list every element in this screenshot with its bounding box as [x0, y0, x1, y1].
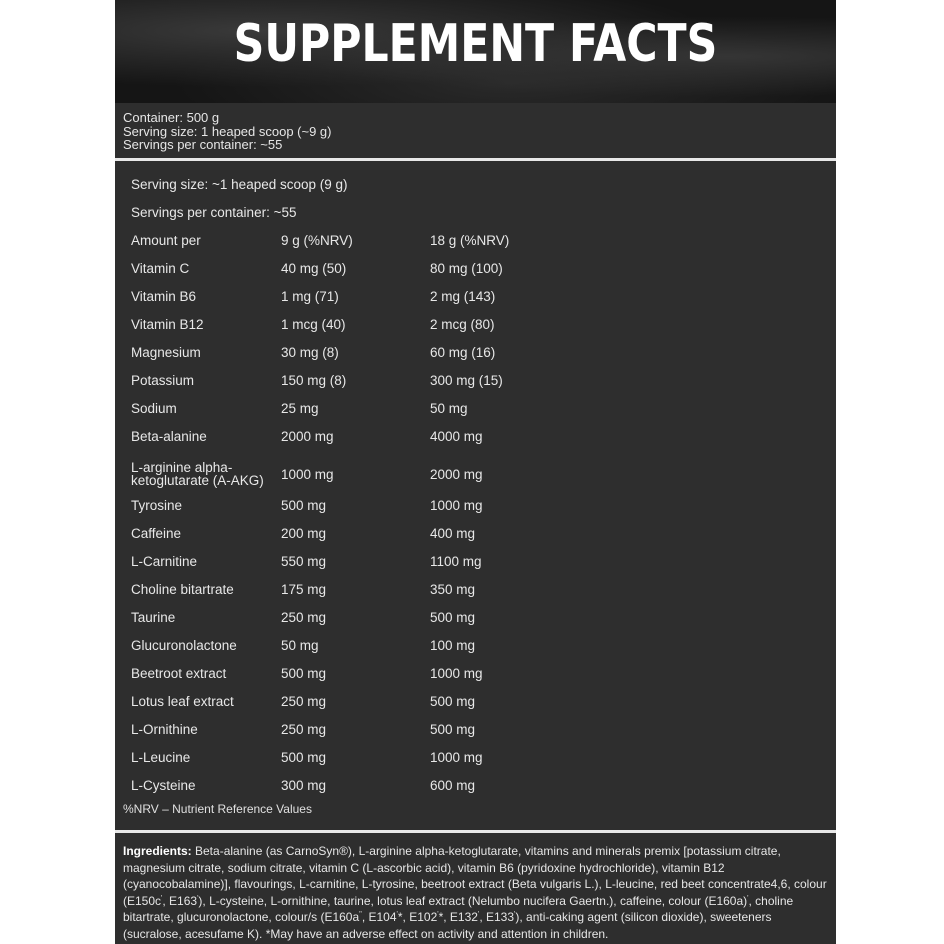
amount-18g: 100 mg [430, 638, 476, 653]
nutrient-name: L-Carnitine [131, 554, 198, 569]
amount-9g: 500 mg [281, 666, 327, 681]
table-row [131, 582, 731, 610]
amount-18g: 1100 mg [430, 554, 482, 569]
servings-line: Servings per container: ~55 [131, 205, 297, 220]
ingredients-text: Ingredients: Beta-alanine (as CarnoSyn®), L-arginine alpha-ketoglutarate, vitamins and minerals premix [potassium citrate, magnesium citrate, sodium citrate, vitamin C (L-ascorbic acid), vitamin B6 (pyridoxine hydrochloride), vitamin B12 (cyanocobalamine)], flavourings, L-carnitine, L-tyrosine, beetroot extract (Beta vulgaris L.), L-leucine, red beet concentrate4,6, colour (E150c', E163'), L-cysteine, L-ornithine, taurine, lotus leaf extract (Nelumbo nucifera Gaertn.), caffeine, colour (E160a)', choline bitartrate, glucuronolactone, colour/s (E160a'', E104'*, E102'*, E132', E133'), anti-caking agent (silicon dioxide), sweeteners (sucralose, acesufame K). *May have an adverse effect on activity and attention in children. [123, 844, 827, 941]
table-row [131, 261, 731, 289]
table-row [131, 317, 731, 345]
header-col-18g: 18 g (%NRV) [430, 233, 510, 248]
nutrient-name: L-Cysteine [131, 778, 196, 793]
table-row [131, 373, 731, 401]
amount-18g: 1000 mg [430, 666, 483, 681]
amount-9g: 1 mcg (40) [281, 317, 346, 332]
nutrient-name: Magnesium [131, 345, 201, 360]
nutrient-name: Potassium [131, 373, 195, 388]
table-row [131, 498, 731, 526]
nutrient-name: Choline bitartrate [131, 582, 234, 597]
amount-9g: 550 mg [281, 554, 327, 569]
section-divider [115, 830, 836, 833]
amount-9g: 175 mg [281, 582, 327, 597]
nrv-footnote: %NRV – Nutrient Reference Values [123, 802, 312, 816]
nutrient-name: L-Ornithine [131, 722, 198, 737]
table-row [131, 638, 731, 666]
amount-9g: 250 mg [281, 722, 327, 737]
amount-9g: 2000 mg [281, 429, 334, 444]
table-row [131, 694, 731, 722]
servings-summary: Servings per container: ~55 [123, 137, 283, 152]
amount-9g: 200 mg [281, 526, 327, 541]
amount-18g: 2 mcg (80) [430, 317, 495, 332]
container-size: Container: 500 g [123, 110, 220, 125]
nutrient-name: Sodium [131, 401, 177, 416]
nutrient-name: Vitamin C [131, 261, 190, 276]
nutrient-name: L-Leucine [131, 750, 191, 765]
table-row [131, 610, 731, 638]
amount-18g: 1000 mg [430, 498, 483, 513]
nutrient-name: Beetroot extract [131, 666, 227, 681]
amount-9g: 500 mg [281, 498, 327, 513]
table-row [131, 289, 731, 317]
nutrient-name: L-arginine alpha-ketoglutarate (A-AKG) [131, 460, 264, 488]
nutrient-name: Tyrosine [131, 498, 183, 513]
section-divider [115, 158, 836, 161]
amount-9g: 25 mg [281, 401, 319, 416]
page-title: SUPPLEMENT FACTS [233, 14, 718, 74]
amount-18g: 500 mg [430, 694, 476, 709]
nutrient-name: Vitamin B12 [131, 317, 204, 332]
amount-9g: 250 mg [281, 694, 327, 709]
amount-18g: 50 mg [430, 401, 468, 416]
amount-18g: 60 mg (16) [430, 345, 496, 360]
table-row [131, 429, 731, 457]
amount-9g: 250 mg [281, 610, 327, 625]
amount-9g: 150 mg (8) [281, 373, 347, 388]
header-banner [115, 0, 836, 103]
amount-18g: 600 mg [430, 778, 476, 793]
ingredients-label: Ingredients: [123, 844, 192, 858]
header-amount-per: Amount per [131, 233, 201, 248]
supplement-facts-panel [115, 0, 836, 944]
amount-18g: 400 mg [430, 526, 476, 541]
amount-9g: 50 mg [281, 638, 319, 653]
table-header-row [131, 233, 731, 261]
table-row [131, 722, 731, 750]
serving-size-line: Serving size: ~1 heaped scoop (9 g) [131, 177, 348, 192]
amount-9g: 1 mg (71) [281, 289, 339, 304]
table-row [131, 554, 731, 582]
nutrient-name: Taurine [131, 610, 176, 625]
nutrient-name: Caffeine [131, 526, 182, 541]
table-row [131, 526, 731, 554]
nutrient-name: Beta-alanine [131, 429, 207, 444]
table-row [131, 457, 731, 498]
nutrient-name: Vitamin B6 [131, 289, 197, 304]
table-row [131, 666, 731, 694]
table-row [131, 401, 731, 429]
serving-size-summary: Serving size: 1 heaped scoop (~9 g) [123, 123, 332, 139]
table-row [131, 345, 731, 373]
header-col-9g: 9 g (%NRV) [281, 233, 353, 248]
amount-18g: 4000 mg [430, 429, 483, 444]
amount-18g: 350 mg [430, 582, 476, 597]
amount-9g: 30 mg (8) [281, 345, 339, 360]
amount-18g: 80 mg (100) [430, 261, 503, 276]
container-info [123, 111, 332, 152]
amount-9g: 300 mg [281, 778, 327, 793]
amount-18g: 2000 mg [430, 467, 483, 482]
nutrient-name: Lotus leaf extract [131, 694, 234, 709]
nutrient-name: Glucuronolactone [131, 638, 237, 653]
amount-18g: 300 mg (15) [430, 373, 503, 388]
table-row [131, 750, 731, 778]
amount-9g: 1000 mg [281, 467, 334, 482]
amount-18g: 500 mg [430, 610, 476, 625]
amount-9g: 40 mg (50) [281, 261, 347, 276]
amount-18g: 2 mg (143) [430, 289, 496, 304]
amount-9g: 500 mg [281, 750, 327, 765]
amount-18g: 1000 mg [430, 750, 483, 765]
amount-18g: 500 mg [430, 722, 476, 737]
